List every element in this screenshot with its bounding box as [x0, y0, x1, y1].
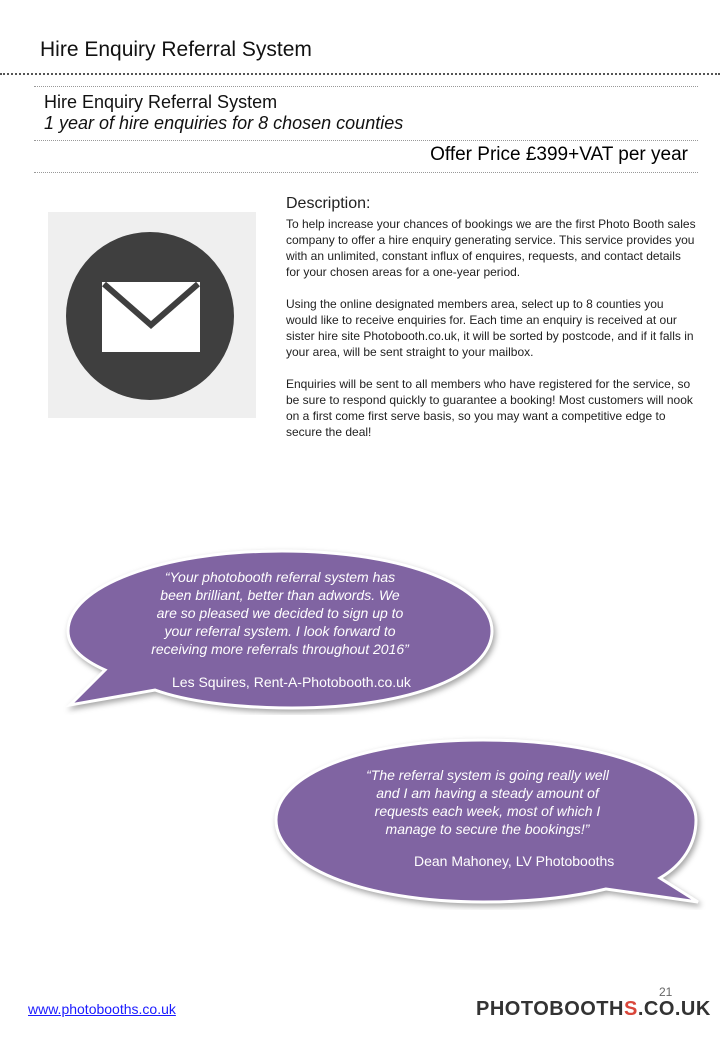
- quote-line: “The referral system is going really well: [366, 767, 609, 783]
- product-image: [48, 212, 256, 418]
- quote-line: been brilliant, better than adwords. We: [160, 587, 400, 603]
- description-paragraph: To help increase your chances of bookings we are the first Photo Booth sales company to offer a hire enquiry generating service. This service provides you with an unlimited, constant influx of enquires, requests, and contact details for your chosen areas for a one-year period.: [286, 217, 696, 279]
- divider: [34, 172, 698, 173]
- quote-line: and I am having a steady amount of: [376, 785, 599, 801]
- page-number: 21: [659, 985, 673, 999]
- header-divider: [0, 73, 720, 75]
- description-heading: Description:: [286, 195, 371, 212]
- quote-line: “Your photobooth referral system has: [164, 569, 396, 585]
- website-link[interactable]: www.photobooths.co.uk: [28, 1001, 176, 1017]
- description-body: [286, 216, 696, 456]
- quote-line: receiving more referrals throughout 2016”: [151, 641, 409, 657]
- logo-accent: S: [623, 998, 638, 1020]
- envelope-icon: [48, 212, 256, 418]
- product-subtitle: 1 year of hire enquiries for 8 chosen counties: [44, 113, 404, 133]
- description-paragraph: Using the online designated members area, select up to 8 counties you would like to receive enquiries for. Each time an enquiry is received at our sister hire site Photobooth.co.uk, it will be sorted by postcode, and if it falls in your area, will be sent straight to your mailbox.: [286, 297, 694, 359]
- company-logo: [476, 998, 711, 1021]
- quote-line: requests each week, most of which I: [374, 803, 601, 819]
- quote-line: manage to secure the bookings!”: [385, 821, 590, 837]
- testimonial-quote: [315, 766, 660, 838]
- logo-text: .CO.UK: [637, 998, 711, 1020]
- testimonial-author: Les Squires, Rent-A-Photobooth.co.uk: [172, 674, 411, 690]
- testimonial-author: Dean Mahoney, LV Photobooths: [414, 853, 615, 869]
- product-name: Hire Enquiry Referral System: [44, 92, 278, 112]
- description-paragraph: Enquiries will be sent to all members who have registered for the service, so be sure to respond quickly to guarantee a booking! Most customers will nook on a first come first serve basis, so you may want a competitive edge to secure the deal!: [286, 377, 693, 439]
- divider: [34, 86, 698, 87]
- quote-line: your referral system. I look forward to: [164, 623, 396, 639]
- testimonial-quote: [110, 568, 450, 658]
- divider: [34, 140, 698, 141]
- quote-line: are so pleased we decided to sign up to: [156, 605, 404, 621]
- offer-price: Offer Price £399+VAT per year: [430, 144, 688, 165]
- logo-text: PHOTOBOOTH: [476, 998, 624, 1020]
- page-title: Hire Enquiry Referral System: [40, 38, 312, 61]
